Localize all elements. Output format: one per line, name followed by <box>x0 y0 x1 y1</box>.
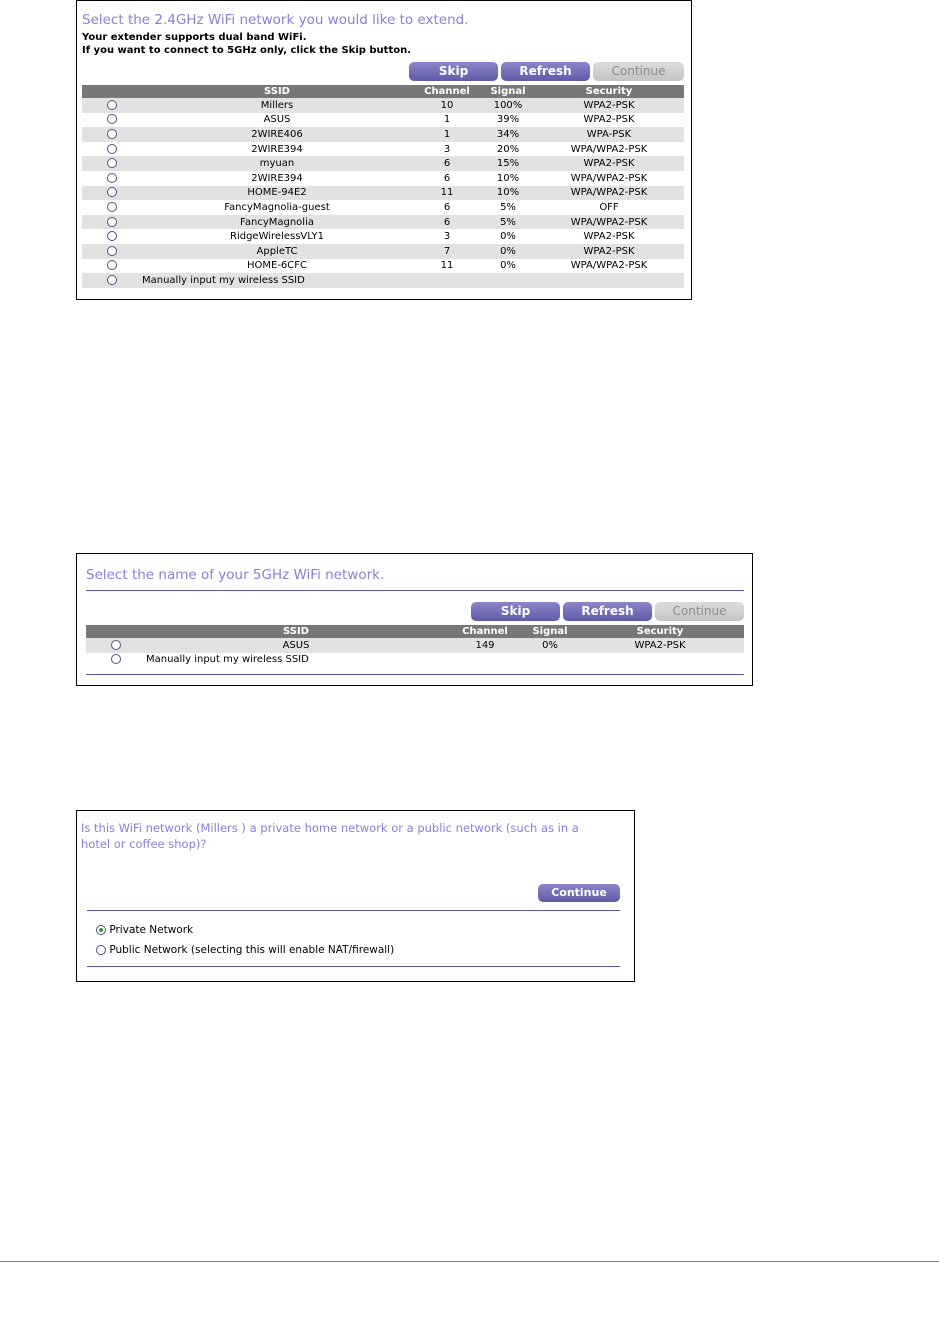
security-cell: WPA2-PSK <box>576 638 744 653</box>
manual-ssid-label: Manually input my wireless SSID <box>142 273 684 288</box>
table-row[interactable] <box>82 200 684 215</box>
table-row[interactable] <box>82 127 684 142</box>
panel-24ghz-network-select <box>76 0 692 300</box>
channel-cell: 6 <box>412 200 482 215</box>
signal-cell: 5% <box>482 215 534 230</box>
channel-cell: 7 <box>412 244 482 259</box>
manual-ssid-label: Manually input my wireless SSID <box>146 653 744 668</box>
page-footer-rule <box>0 1261 939 1262</box>
table-row[interactable] <box>82 215 684 230</box>
table-row[interactable] <box>82 113 684 128</box>
table-row[interactable] <box>82 229 684 244</box>
signal-cell: 20% <box>482 142 534 157</box>
channel-cell: 3 <box>412 229 482 244</box>
refresh-button[interactable]: Refresh <box>563 602 652 621</box>
column-header-signal: Signal <box>524 625 576 638</box>
panel-title: Select the 2.4GHz WiFi network you would like to extend. <box>82 12 469 28</box>
dual-band-note: Your extender supports dual band WiFi. <box>82 32 307 43</box>
signal-cell: 100% <box>482 98 534 113</box>
public-network-option[interactable] <box>96 944 394 956</box>
table-row[interactable] <box>82 244 684 259</box>
private-network-option[interactable] <box>96 924 193 936</box>
panel-title: Select the name of your 5GHz WiFi network. <box>86 567 385 583</box>
table-row[interactable] <box>82 98 684 113</box>
ssid-cell: ASUS <box>146 638 446 653</box>
security-cell: WPA2-PSK <box>534 156 684 171</box>
security-cell: WPA/WPA2-PSK <box>534 186 684 201</box>
panel-5ghz-network-select <box>76 553 753 686</box>
security-cell: WPA2-PSK <box>534 244 684 259</box>
ssid-cell: Millers <box>142 98 412 113</box>
channel-cell: 6 <box>412 156 482 171</box>
ssid-cell: HOME-6CFC <box>142 259 412 274</box>
security-cell: OFF <box>534 200 684 215</box>
network-radio[interactable] <box>107 158 117 168</box>
network-radio[interactable] <box>111 640 121 650</box>
ssid-cell: 2WIRE394 <box>142 171 412 186</box>
skip-button[interactable]: Skip <box>409 62 498 81</box>
channel-cell: 1 <box>412 113 482 128</box>
manual-ssid-radio[interactable] <box>107 275 117 285</box>
ssid-cell: AppleTC <box>142 244 412 259</box>
refresh-button[interactable]: Refresh <box>501 62 590 81</box>
ssid-cell: ASUS <box>142 113 412 128</box>
ssid-cell: 2WIRE406 <box>142 127 412 142</box>
table-row[interactable] <box>82 142 684 157</box>
signal-cell: 34% <box>482 127 534 142</box>
top-divider <box>87 910 620 911</box>
question-line-1: Is this WiFi network (Millers ) a private home network or a public network (such as in a <box>81 821 579 835</box>
signal-cell: 10% <box>482 186 534 201</box>
network-radio[interactable] <box>107 260 117 270</box>
private-network-label: Private Network <box>109 924 194 936</box>
security-cell: WPA/WPA2-PSK <box>534 171 684 186</box>
continue-button[interactable]: Continue <box>655 602 744 621</box>
table-row[interactable] <box>86 638 744 653</box>
column-header-channel: Channel <box>446 625 524 638</box>
signal-cell: 39% <box>482 113 534 128</box>
security-cell: WPA-PSK <box>534 127 684 142</box>
skip-instruction-note: If you want to connect to 5GHz only, click the Skip button. <box>82 45 412 56</box>
channel-cell: 1 <box>412 127 482 142</box>
network-radio[interactable] <box>107 246 117 256</box>
signal-cell: 15% <box>482 156 534 171</box>
manual-ssid-radio[interactable] <box>111 654 121 664</box>
security-cell: WPA2-PSK <box>534 229 684 244</box>
network-radio[interactable] <box>107 231 117 241</box>
table-row[interactable] <box>82 259 684 274</box>
network-table <box>82 85 684 288</box>
security-cell: WPA2-PSK <box>534 113 684 128</box>
channel-cell: 6 <box>412 171 482 186</box>
table-row[interactable] <box>82 186 684 201</box>
channel-cell: 10 <box>412 98 482 113</box>
channel-cell: 3 <box>412 142 482 157</box>
signal-cell: 0% <box>524 638 576 653</box>
signal-cell: 10% <box>482 171 534 186</box>
column-header-signal: Signal <box>482 85 534 98</box>
skip-button[interactable]: Skip <box>471 602 560 621</box>
panel-network-type <box>76 810 635 982</box>
continue-button[interactable]: Continue <box>593 62 684 81</box>
column-header-security: Security <box>534 85 684 98</box>
manual-ssid-row[interactable] <box>86 653 744 668</box>
public-network-radio[interactable] <box>96 945 106 955</box>
network-radio[interactable] <box>107 144 117 154</box>
channel-cell: 11 <box>412 186 482 201</box>
table-row[interactable] <box>82 156 684 171</box>
column-header-security: Security <box>576 625 744 638</box>
question-line-2: hotel or coffee shop)? <box>81 837 207 851</box>
channel-cell: 149 <box>446 638 524 653</box>
channel-cell: 6 <box>412 215 482 230</box>
ssid-cell: HOME-94E2 <box>142 186 412 201</box>
bottom-divider <box>87 966 620 967</box>
network-radio[interactable] <box>107 187 117 197</box>
network-radio[interactable] <box>107 100 117 110</box>
ssid-cell: myuan <box>142 156 412 171</box>
public-network-label: Public Network (selecting this will enable NAT/firewall) <box>109 944 395 956</box>
network-radio[interactable] <box>107 173 117 183</box>
security-cell: WPA2-PSK <box>534 98 684 113</box>
network-table <box>86 625 744 667</box>
signal-cell: 5% <box>482 200 534 215</box>
table-row[interactable] <box>82 171 684 186</box>
network-radio[interactable] <box>107 129 117 139</box>
title-divider <box>86 590 744 591</box>
signal-cell: 0% <box>482 229 534 244</box>
ssid-cell: 2WIRE394 <box>142 142 412 157</box>
security-cell: WPA/WPA2-PSK <box>534 259 684 274</box>
network-radio[interactable] <box>107 202 117 212</box>
column-header-ssid: SSID <box>146 625 446 638</box>
column-header-ssid: SSID <box>142 85 412 98</box>
ssid-cell: FancyMagnolia-guest <box>142 200 412 215</box>
bottom-divider <box>86 674 744 675</box>
security-cell: WPA/WPA2-PSK <box>534 142 684 157</box>
network-radio[interactable] <box>107 217 117 227</box>
signal-cell: 0% <box>482 244 534 259</box>
private-network-radio[interactable] <box>96 925 106 935</box>
ssid-cell: RidgeWirelessVLY1 <box>142 229 412 244</box>
channel-cell: 11 <box>412 259 482 274</box>
column-header-channel: Channel <box>412 85 482 98</box>
signal-cell: 0% <box>482 259 534 274</box>
network-type-question <box>81 820 631 852</box>
continue-button[interactable]: Continue <box>538 884 620 902</box>
network-radio[interactable] <box>107 114 117 124</box>
security-cell: WPA/WPA2-PSK <box>534 215 684 230</box>
manual-ssid-row[interactable] <box>82 273 684 288</box>
ssid-cell: FancyMagnolia <box>142 215 412 230</box>
